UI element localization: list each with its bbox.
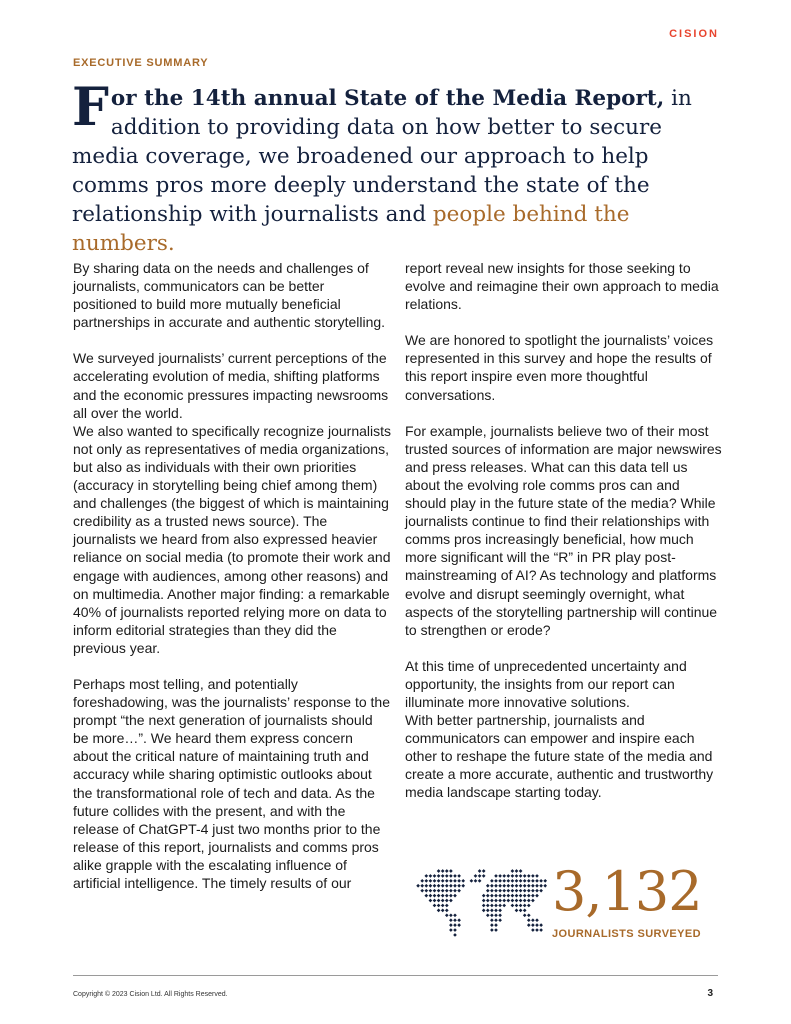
map-dot xyxy=(494,879,498,883)
map-dot xyxy=(515,904,519,908)
map-dot xyxy=(461,884,465,888)
map-dot xyxy=(453,874,457,878)
map-dot xyxy=(482,904,486,908)
map-dot xyxy=(494,904,498,908)
map-dot xyxy=(506,894,510,898)
map-dot xyxy=(494,913,498,917)
map-dot xyxy=(494,894,498,898)
map-dot xyxy=(486,899,490,903)
map-dot xyxy=(490,913,494,917)
map-dot xyxy=(519,899,523,903)
map-dot xyxy=(449,918,453,922)
map-dot xyxy=(511,899,515,903)
map-dot xyxy=(527,923,531,927)
map-dot xyxy=(539,928,543,932)
map-dot xyxy=(535,894,539,898)
map-dot xyxy=(482,874,486,878)
map-dot xyxy=(420,889,424,893)
paragraph: We are honored to spotlight the journalists’ voices represented in this survey and hope the results of this report inspire even more thoughtful conversations. xyxy=(405,332,714,403)
map-dot xyxy=(429,899,433,903)
map-dot xyxy=(527,913,531,917)
map-dot xyxy=(498,889,502,893)
map-dot xyxy=(502,899,506,903)
map-dot xyxy=(531,879,535,883)
map-dot xyxy=(490,909,494,913)
map-dot xyxy=(506,899,510,903)
map-dot xyxy=(420,884,424,888)
map-dot xyxy=(445,874,449,878)
map-dot xyxy=(515,884,519,888)
map-dot xyxy=(511,879,515,883)
map-dot xyxy=(511,869,515,873)
map-dot xyxy=(531,928,535,932)
map-dot xyxy=(457,889,461,893)
map-dot xyxy=(482,894,486,898)
map-dot xyxy=(486,904,490,908)
map-dot xyxy=(453,923,457,927)
map-dot xyxy=(498,874,502,878)
map-dot xyxy=(437,879,441,883)
map-dot xyxy=(527,884,531,888)
map-dot xyxy=(535,923,539,927)
map-dot xyxy=(433,889,437,893)
page-number: 3 xyxy=(707,988,713,999)
map-dot xyxy=(441,894,445,898)
map-dot xyxy=(502,884,506,888)
map-dot xyxy=(523,913,527,917)
map-dot xyxy=(523,879,527,883)
map-dot xyxy=(523,909,527,913)
map-dot xyxy=(478,879,482,883)
map-dot xyxy=(449,928,453,932)
map-dot xyxy=(506,889,510,893)
paragraph: With better partnership, journalists and communicators can empower and inspire each other to reshape the future state of the media and create a more accurate, authentic and trustworthy media landscape starting today. xyxy=(405,712,714,801)
map-dot xyxy=(457,923,461,927)
map-dot xyxy=(445,899,449,903)
map-dot xyxy=(441,909,445,913)
map-dot xyxy=(433,874,437,878)
copyright: Copyright © 2023 Cision Ltd. All Rights Reserved. xyxy=(73,991,228,998)
map-dot xyxy=(424,894,428,898)
map-dot xyxy=(527,879,531,883)
map-dot xyxy=(511,874,515,878)
map-dot xyxy=(486,894,490,898)
map-dot xyxy=(515,899,519,903)
map-dot xyxy=(429,894,433,898)
map-dot xyxy=(420,879,424,883)
map-dot xyxy=(494,899,498,903)
map-dot xyxy=(441,874,445,878)
map-dot xyxy=(498,913,502,917)
map-dot xyxy=(506,884,510,888)
map-dot xyxy=(494,918,498,922)
map-dot xyxy=(519,869,523,873)
map-dot xyxy=(449,874,453,878)
map-dot xyxy=(502,889,506,893)
map-dot xyxy=(490,904,494,908)
map-dot xyxy=(498,884,502,888)
map-dot xyxy=(482,899,486,903)
map-dot xyxy=(539,879,543,883)
map-dot xyxy=(511,894,515,898)
map-dot xyxy=(511,904,515,908)
map-dot xyxy=(482,869,486,873)
map-dot xyxy=(457,918,461,922)
map-dot xyxy=(437,884,441,888)
map-dot xyxy=(441,884,445,888)
map-dot xyxy=(515,909,519,913)
map-dot xyxy=(429,879,433,883)
stat-number: 3,132 xyxy=(552,860,702,923)
right-column xyxy=(405,259,723,820)
map-dot xyxy=(437,899,441,903)
map-dot xyxy=(453,918,457,922)
map-dot xyxy=(486,884,490,888)
map-dot xyxy=(523,899,527,903)
map-dot xyxy=(515,879,519,883)
left-column xyxy=(73,259,391,910)
map-dot xyxy=(429,874,433,878)
map-dot xyxy=(457,874,461,878)
map-dot xyxy=(531,889,535,893)
map-dot xyxy=(494,923,498,927)
section-label: EXECUTIVE SUMMARY xyxy=(73,57,209,69)
map-dot xyxy=(539,923,543,927)
map-dot xyxy=(535,879,539,883)
map-dot xyxy=(523,884,527,888)
map-dot xyxy=(457,884,461,888)
map-dot xyxy=(531,884,535,888)
map-dot xyxy=(478,874,482,878)
map-dot xyxy=(449,879,453,883)
map-dot xyxy=(515,874,519,878)
map-dot xyxy=(523,904,527,908)
map-dot xyxy=(490,884,494,888)
cision-logo: CISION xyxy=(669,28,719,40)
map-dot xyxy=(445,894,449,898)
paragraph: We surveyed journalists’ current perceptions of the accelerating evolution of media, shifting platforms and the economic pressures impacting newsrooms all over the world. xyxy=(73,350,389,421)
map-dot xyxy=(433,894,437,898)
paragraph: report reveal new insights for those seeking to evolve and reimagine their own approach to media relations. xyxy=(405,260,719,313)
map-dot xyxy=(437,909,441,913)
map-dot xyxy=(515,889,519,893)
map-dot xyxy=(424,889,428,893)
map-dot xyxy=(457,879,461,883)
map-dot xyxy=(494,909,498,913)
map-dot xyxy=(539,889,543,893)
map-dot xyxy=(433,879,437,883)
map-dot xyxy=(498,894,502,898)
map-dot xyxy=(519,879,523,883)
map-dot xyxy=(531,874,535,878)
map-dot xyxy=(494,884,498,888)
map-dot xyxy=(437,894,441,898)
map-dot xyxy=(441,879,445,883)
drop-cap: F xyxy=(72,77,109,138)
map-dot xyxy=(486,909,490,913)
map-dot xyxy=(490,928,494,932)
map-dot xyxy=(449,884,453,888)
map-dot xyxy=(502,904,506,908)
map-dot xyxy=(424,874,428,878)
map-dot xyxy=(502,874,506,878)
map-dot xyxy=(531,923,535,927)
map-dot xyxy=(515,869,519,873)
map-dot xyxy=(453,894,457,898)
map-dot xyxy=(449,899,453,903)
map-dot xyxy=(511,889,515,893)
map-dot xyxy=(453,928,457,932)
map-dot xyxy=(519,904,523,908)
map-dot xyxy=(449,889,453,893)
map-dot xyxy=(494,889,498,893)
map-dot xyxy=(519,909,523,913)
paragraph: We also wanted to specifically recognize journalists not only as representatives of media organizations, but also as individuals with their own priorities (accuracy in storytelling being chief among them) and challenges (the biggest of which is maintaining credibility as a trusted news source). The journalists we heard from also expressed heavier reliance on social media (to promote their work and engage with audiences, among other reasons) and on multimedia. Another major finding: a remarkable 40% of journalists reported relying more on data to inform editorial strategies than they did the previous year. xyxy=(73,422,392,656)
map-dot xyxy=(449,923,453,927)
intro-bold-text: or the 14th annual State of the Media Report, xyxy=(110,86,665,111)
map-dot xyxy=(535,918,539,922)
map-dot xyxy=(494,874,498,878)
map-dot xyxy=(535,884,539,888)
map-dot xyxy=(527,874,531,878)
map-dot xyxy=(490,894,494,898)
map-dot xyxy=(486,889,490,893)
map-dot xyxy=(449,894,453,898)
map-dot xyxy=(519,884,523,888)
map-dot xyxy=(445,869,449,873)
map-dot xyxy=(474,874,478,878)
map-dot xyxy=(441,889,445,893)
map-dot xyxy=(539,884,543,888)
map-dot xyxy=(490,879,494,883)
map-dot xyxy=(445,913,449,917)
paragraph: Perhaps most telling, and potentially foreshadowing, was the journalists’ response to the prompt “the next generation of journalists should be more…”. We heard them express concern about the critical nature of maintaining truth and accuracy while sharing optimistic outlooks about the transformational role of tech and data. As the future collides with the present, and with the release of ChatGPT-4 just two months prior to the release of this report, journalists and comms pros alike grapple with the escalating influence of artificial intelligence. The timely results of our xyxy=(73,675,390,891)
world-map-icon xyxy=(412,868,547,940)
footer-divider xyxy=(73,975,718,976)
map-dot xyxy=(453,884,457,888)
map-dot xyxy=(433,904,437,908)
map-dot xyxy=(527,918,531,922)
map-dot xyxy=(527,904,531,908)
map-dot xyxy=(498,904,502,908)
map-dot xyxy=(437,904,441,908)
map-dot xyxy=(437,874,441,878)
map-dot xyxy=(523,889,527,893)
map-dot xyxy=(482,909,486,913)
map-dot xyxy=(502,879,506,883)
map-dot xyxy=(424,884,428,888)
map-dot xyxy=(453,913,457,917)
map-dot xyxy=(490,899,494,903)
map-dot xyxy=(429,884,433,888)
map-dot xyxy=(523,874,527,878)
map-dot xyxy=(535,874,539,878)
map-dot xyxy=(519,874,523,878)
map-dot xyxy=(437,889,441,893)
intro-heading xyxy=(72,77,732,258)
map-dot xyxy=(453,889,457,893)
map-dot xyxy=(511,884,515,888)
map-dot xyxy=(424,879,428,883)
intro-accent-text: people behind the numbers. xyxy=(72,202,630,256)
map-dot xyxy=(498,909,502,913)
map-dot xyxy=(535,928,539,932)
map-dot xyxy=(502,894,506,898)
map-dot xyxy=(543,879,547,883)
map-dot xyxy=(461,879,465,883)
map-dot xyxy=(535,889,539,893)
map-dot xyxy=(527,894,531,898)
map-dot xyxy=(490,889,494,893)
map-dot xyxy=(527,889,531,893)
map-dot xyxy=(486,913,490,917)
map-dot xyxy=(478,869,482,873)
map-dot xyxy=(445,904,449,908)
map-dot xyxy=(433,884,437,888)
map-dot xyxy=(498,879,502,883)
map-dot xyxy=(441,899,445,903)
paragraph: By sharing data on the needs and challenges of journalists, communicators can be better positioned to build more mutually beneficial partnerships in accurate and authentic storytelling. xyxy=(73,260,386,331)
map-dot xyxy=(506,874,510,878)
stat-block xyxy=(412,860,722,943)
map-dot xyxy=(519,889,523,893)
map-dot xyxy=(441,869,445,873)
map-dot xyxy=(441,904,445,908)
map-dot xyxy=(453,879,457,883)
intro-body-text: in addition to providing data on how better to secure media coverage, we broadened our approach to help comms pros more deeply understand the state of the relationship with journalists and xyxy=(72,86,692,227)
map-dot xyxy=(490,918,494,922)
map-dot xyxy=(515,894,519,898)
stat-label: JOURNALISTS SURVEYED xyxy=(552,928,701,940)
map-dot xyxy=(449,913,453,917)
map-dot xyxy=(523,894,527,898)
map-dot xyxy=(498,899,502,903)
map-dot xyxy=(543,884,547,888)
map-dot xyxy=(445,889,449,893)
map-dot xyxy=(437,869,441,873)
map-dot xyxy=(445,909,449,913)
map-dot xyxy=(470,879,474,883)
map-dot xyxy=(531,918,535,922)
map-dot xyxy=(445,884,449,888)
map-dot xyxy=(416,884,420,888)
map-dot xyxy=(494,928,498,932)
map-dot xyxy=(498,918,502,922)
map-dot xyxy=(519,894,523,898)
map-dot xyxy=(453,933,457,937)
map-dot xyxy=(506,879,510,883)
map-dot xyxy=(527,899,531,903)
map-dot xyxy=(474,879,478,883)
paragraph: For example, journalists believe two of their most trusted sources of information are major newswires and press releases. What can this data tell us about the evolving role comms pros can and should play in the future state of the media? While journalists continue to find their relationships with comms pros increasingly beneficial, how much more significant will the “R” in PR play post-mainstreaming of AI? As technology and platforms evolve and disrupt seemingly overnight, what aspects of the storytelling partnership will continue to strengthen or erode? xyxy=(405,422,722,638)
paragraph: At this time of unprecedented uncertainty and opportunity, the insights from our report can illuminate more innovative solutions. xyxy=(405,657,687,710)
map-dot xyxy=(445,879,449,883)
map-dot xyxy=(490,923,494,927)
map-dot xyxy=(531,899,535,903)
map-dot xyxy=(429,889,433,893)
map-dot xyxy=(433,899,437,903)
map-dot xyxy=(531,894,535,898)
map-dot xyxy=(449,869,453,873)
